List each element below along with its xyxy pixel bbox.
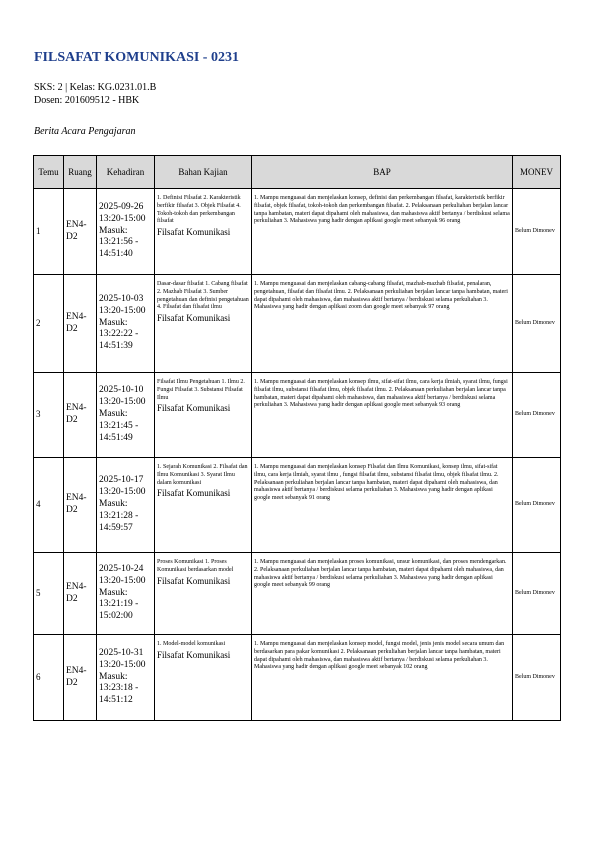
cell-ruang: EN4-D2 — [64, 275, 97, 373]
bahan-topics: Dasar-dasar filsafat 1. Cabang filsafat 2. Mazhab Filsafat 3. Sumber pengetahuan dan definisi pengetahuan 4. Filsafat dan filsafat ilmu — [157, 281, 249, 311]
bahan-topics: Filsafat Ilmu Pengetahuan 1. Ilmu 2. Fungsi Filsafat 3. Substansi Filsafat Ilmu — [157, 379, 245, 401]
time-out: 14:59:57 — [99, 522, 133, 533]
table-row — [34, 635, 561, 721]
time-in: 13:21:19 - — [99, 599, 139, 610]
table-row — [34, 458, 561, 553]
cell-monev: Belum Dimonev — [513, 275, 561, 373]
cell-kehadiran — [97, 275, 155, 373]
time-out: 15:02:00 — [99, 611, 133, 622]
table-header-row — [34, 156, 561, 189]
session-date: 2025-10-31 — [99, 647, 144, 658]
cell-bahan-kajian — [155, 458, 252, 553]
attendance-status: Masuk: — [99, 587, 128, 598]
attendance-status: Masuk: — [99, 225, 128, 236]
session-time: 13:20-15:00 — [99, 575, 146, 586]
cell-temu: 1 — [34, 189, 64, 275]
table-row — [34, 275, 561, 373]
bahan-course: Filsafat Komunikasi — [157, 227, 231, 238]
table-row — [34, 553, 561, 635]
cell-temu: 2 — [34, 275, 64, 373]
cell-bap: 1. Mampu menguasai dan menjelaskan cabang-cabang filsafat, mazhab-mazhab filsafat, penalaran, pengetahuan, filsafat dan filsafat ilmu. 2. Pelaksanaan perkuliahan berjalan lancar tanpa hambatan, materi dapat dipahami oleh mahasiswa, dan mahasiswa aktif bertanya / berdiskusi selama perkuliahan 3. Mahasiswa yang hadir dengan aplikasi zoom dan google meet sebanyak 97 orang — [252, 275, 513, 373]
cell-bahan-kajian — [155, 275, 252, 373]
cell-bahan-kajian — [155, 553, 252, 635]
cell-temu: 3 — [34, 373, 64, 458]
cell-kehadiran — [97, 189, 155, 275]
session-time: 13:20-15:00 — [99, 659, 146, 670]
cell-bap: 1. Mampu menguasai dan menjelaskan konsep Filsafat dan Ilmu Komunikasi, konsep ilmu, sifat-sifat ilmu, cara kerja ilmiah, syarat ilmu , fungsi filsafat ilmu, substansi filsafat ilmu, objek filsafat ilmu. 2. Pelaksanaan perkuliahan berjalan lancar tanpa hambatan, materi dapat dipahami oleh mahasiswa, dan mahasiswa aktif bertanya / berdiskusi selama perkuliahan 3. Mahasiswa yang hadir dengan aplikasi google meet sebanyak 91 orang — [252, 458, 513, 553]
cell-ruang: EN4-D2 — [64, 553, 97, 635]
time-out: 14:51:49 — [99, 432, 133, 443]
cell-bap: 1. Mampu menguasai dan menjelaskan konsep model, fungsi model, jenis jenis model secara umum dan berdasarkan para pakar komunikasi 2. Pelaksanaan perkuliahan berjalan lancar tanpa hambatan, materi dapat dipahami oleh mahasiswa, dan mahasiswa aktif bertanya / berdiskusi selama perkuliahan 3. Mahasiswa yang hadir dengan aplikasi google meet sebanyak 102 orang — [252, 635, 513, 721]
time-out: 14:51:39 — [99, 341, 133, 352]
time-in: 13:21:45 - — [99, 420, 139, 431]
time-in: 13:22:22 - — [99, 329, 139, 340]
cell-temu: 4 — [34, 458, 64, 553]
attendance-status: Masuk: — [99, 499, 128, 510]
table-row — [34, 373, 561, 458]
session-time: 13:20-15:00 — [99, 305, 146, 316]
cell-bap: 1. Mampu menguasai dan menjelaskan konsep, definisi dan perkembangan filsafat, karakteristik berfikir filsafat, objek filsafat, tokoh-tokoh dan perkembangan filsafat. 2. Pelaksanaan perkuliahan berjalan lancar tanpa hambatan, materi dapat dipahami oleh mahasiswa, dan mahasiswa aktif bertanya / berdiskusi selama perkuliahan 3. Mahasiswa yang hadir dengan aplikasi google meet sebanyak 96 orang — [252, 189, 513, 275]
time-out: 14:51:12 — [99, 695, 133, 706]
cell-ruang: EN4-D2 — [64, 635, 97, 721]
bahan-course: Filsafat Komunikasi — [157, 313, 231, 324]
cell-ruang: EN4-D2 — [64, 458, 97, 553]
session-date: 2025-10-17 — [99, 475, 144, 486]
cell-bahan-kajian — [155, 635, 252, 721]
cell-monev: Belum Dimonev — [513, 553, 561, 635]
page-title: FILSAFAT KOMUNIKASI - 0231 — [34, 50, 239, 65]
cell-ruang: EN4-D2 — [64, 189, 97, 275]
course-info: SKS: 2 | Kelas: KG.0231.01.B — [34, 82, 157, 93]
bap-table — [33, 155, 561, 721]
cell-temu: 5 — [34, 553, 64, 635]
session-time: 13:20-15:00 — [99, 213, 146, 224]
cell-kehadiran — [97, 458, 155, 553]
cell-monev: Belum Dimonev — [513, 635, 561, 721]
cell-bahan-kajian — [155, 189, 252, 275]
bahan-course: Filsafat Komunikasi — [157, 649, 231, 660]
table-row — [34, 189, 561, 275]
header-kehadiran: Kehadiran — [97, 156, 155, 189]
cell-bahan-kajian — [155, 373, 252, 458]
cell-ruang: EN4-D2 — [64, 373, 97, 458]
attendance-status: Masuk: — [99, 317, 128, 328]
cell-kehadiran — [97, 635, 155, 721]
bahan-course: Filsafat Komunikasi — [157, 488, 231, 499]
bahan-course: Filsafat Komunikasi — [157, 575, 231, 586]
cell-monev: Belum Dimonev — [513, 189, 561, 275]
header-monev: MONEV — [513, 156, 561, 189]
cell-temu: 6 — [34, 635, 64, 721]
session-date: 2025-10-03 — [99, 293, 144, 304]
cell-bap: 1. Mampu menguasai dan menjelaskan konsep ilmu, sifat-sifat ilmu, cara kerja ilmiah, syarat ilmu, fungsi filsafat ilmu, substansi filsafat ilmu, objek filsafat ilmu. 2. Pelaksanaan perkuliahan berjalan lancar tanpa hambatan, materi dapat dipahami oleh mahasiswa, dan mahasiswa aktif bertanya / berdiskusi selama perkuliahan 3. Mahasiswa yang hadir dengan aplikasi google meet sebanyak 93 orang — [252, 373, 513, 458]
cell-kehadiran — [97, 553, 155, 635]
bahan-course: Filsafat Komunikasi — [157, 403, 231, 414]
time-in: 13:23:18 - — [99, 683, 139, 694]
attendance-status: Masuk: — [99, 409, 128, 420]
cell-monev: Belum Dimonev — [513, 373, 561, 458]
bahan-topics: Proses Komunikasi 1. Proses Komunikasi berdasarkan model — [157, 559, 234, 573]
session-time: 13:20-15:00 — [99, 397, 146, 408]
time-out: 14:51:40 — [99, 249, 133, 260]
header-temu: Temu — [34, 156, 64, 189]
session-time: 13:20-15:00 — [99, 487, 146, 498]
header-ruang: Ruang — [64, 156, 97, 189]
header-bap: BAP — [252, 156, 513, 189]
time-in: 13:21:56 - — [99, 237, 139, 248]
cell-kehadiran — [97, 373, 155, 458]
cell-monev: Belum Dimonev — [513, 458, 561, 553]
attendance-status: Masuk: — [99, 671, 128, 682]
section-heading: Berita Acara Pengajaran — [34, 126, 136, 137]
cell-bap: 1. Mampu menguasai dan menjelaskan proses komunikasi, unsur komunikasi, dan proses mendengarkan. 2. Pelaksanaan perkuliahan berjalan lancar tanpa hambatan, materi dapat dipahami oleh mahasiswa, dan mahasiswa aktif bertanya / berdiskusi selama perkuliahan 3. Mahasiswa yang hadir dengan aplikasi google meet sebanyak 99 orang — [252, 553, 513, 635]
session-date: 2025-10-24 — [99, 563, 144, 574]
header-bahan-kajian: Bahan Kajian — [155, 156, 252, 189]
bahan-topics: 1. Sejarah Komunikasi 2. Filsafat dan Ilmu Komunikasi 3. Syarat Ilmu dalam komunikasi — [157, 464, 248, 486]
bahan-topics: 1. Model-model komunikasi — [157, 641, 226, 647]
time-in: 13:21:28 - — [99, 510, 139, 521]
session-date: 2025-10-10 — [99, 385, 144, 396]
lecturer-info: Dosen: 201609512 - HBK — [34, 95, 140, 106]
bahan-topics: 1. Definisi Filsafat 2. Karakteristik berfikir filsafat 3. Objek Filsafat 4. Tokoh-tokoh dan perkembangan filsafat — [157, 195, 241, 225]
session-date: 2025-09-26 — [99, 201, 144, 212]
